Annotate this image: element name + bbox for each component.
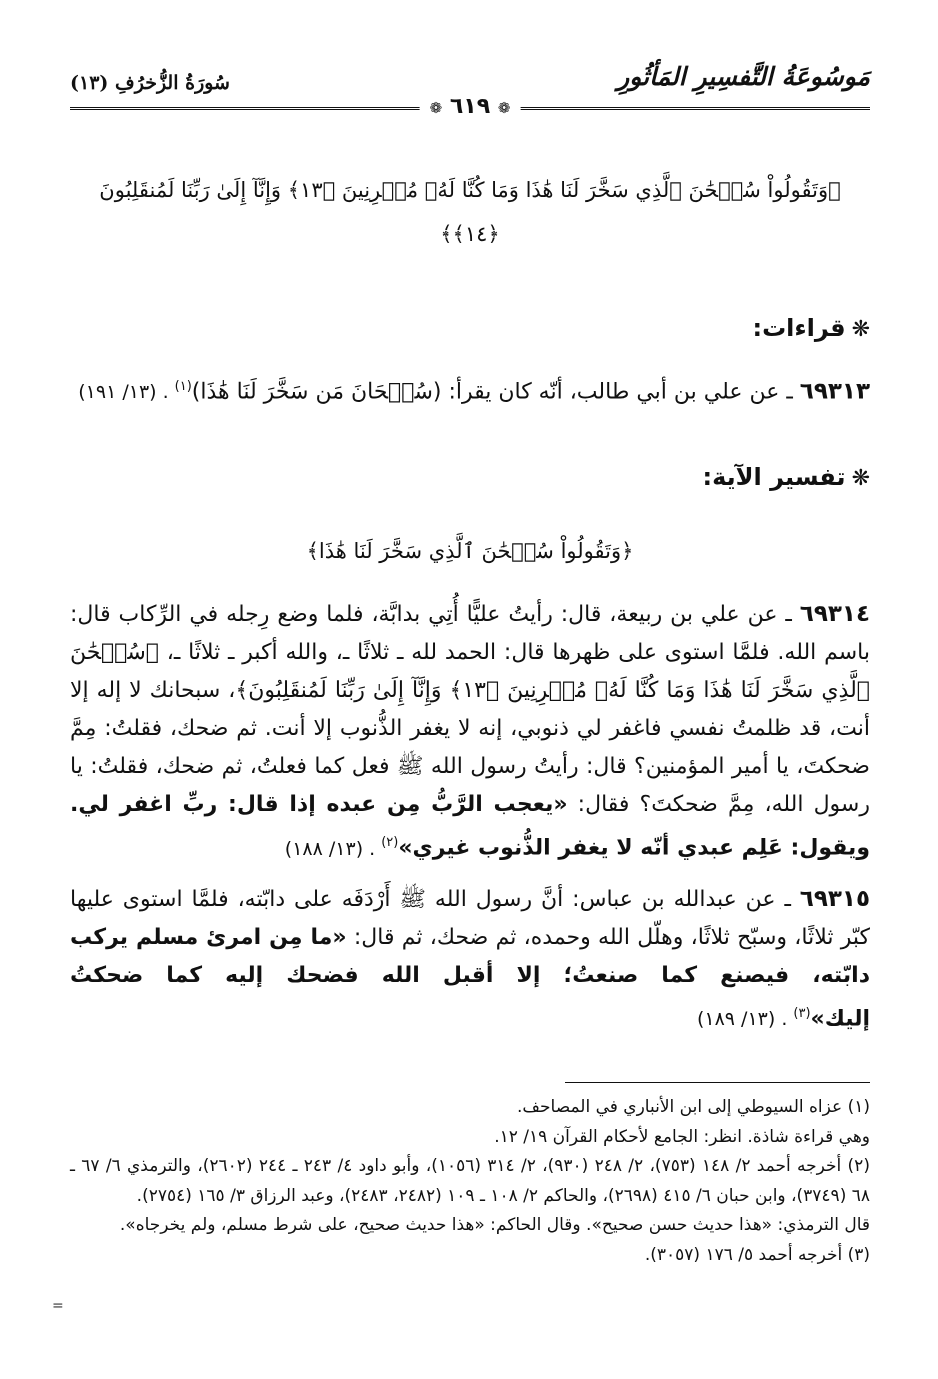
section-heading-qiraat	[70, 308, 870, 350]
hadith-text: «يعجب الرَّبُّ مِن عبده إذا قال: ربِّ اغفر لي. ويقول: عَلِم عبدي أنّه لا يغفر الذُّنوب غيري»	[70, 792, 870, 861]
footnote-2-note: قال الترمذي: «هذا حديث حسن صحيح». وقال الحاكم: «هذا حديث صحيح، على شرط مسلم، ولم يخرجاه».	[119, 1215, 870, 1235]
quote-close: )	[191, 379, 201, 405]
flower-icon: ❋	[851, 466, 870, 492]
heading-label: تفسير الآية:	[702, 463, 846, 492]
section-heading-tafsir	[70, 457, 870, 499]
narration-69315	[70, 880, 870, 1038]
running-header	[70, 62, 870, 119]
ornament-icon: ❁	[497, 99, 511, 117]
footnote-marker[interactable]: (٢)	[381, 835, 399, 851]
narration-text: ـ عن علي بن ربيعة، قال: رأيتُ عليًّا أُتِي بدابَّة، فلما وضع رِجله في الرِّكاب قال: باسم الله. فلمَّا استوى على ظهرها قال: الحمد لله ـ ثلاثًا ـ، والله أكبر ـ ثلاثًا ـ،	[70, 602, 870, 666]
reading-quote: سُبۡحَانَ مَن سَخَّرَ لَنَا هَٰذَا	[200, 379, 433, 405]
narration-number: ٦٩٣١٥	[799, 885, 870, 912]
verse-quote: ﴿سُبۡحَٰنَ ٱلَّذِي سَخَّرَ لَنَا هَٰذَا وَمَا كُنَّا لَهُۥ مُقۡرِنِينَ ﴿١٣﴾ وَإِنَّآ إِلَىٰ رَبِّنَا لَمُنقَلِبُونَ﴾	[70, 640, 870, 704]
footnote-marker[interactable]: (٣)	[793, 1005, 811, 1021]
flower-icon: ❋	[851, 317, 870, 342]
footnote-1-note: وهي قراءة شاذة. انظر: الجامع لأحكام القرآن ١٩/ ١٢.	[494, 1126, 870, 1147]
footnote-3: (٣) أخرجه أحمد ٥/ ١٧٦ (٣٠٥٧).	[644, 1244, 870, 1265]
volume-reference: . (١٣/ ١٨٩)	[696, 1007, 788, 1030]
footnotes	[70, 1093, 870, 1270]
hadith-text: «ما مِن امرئ مسلم يركب دابّته، فيصنع كما صنعتُ؛ إلا أقبل الله فضحك إليه كما ضحكتُ إليك»	[70, 924, 870, 1031]
surah-title: سُورَةُ الزُّخرُفِ (١٣)	[70, 72, 230, 94]
quran-verse: ﴿وَتَقُولُواْ سُبۡحَٰنَ ٱلَّذِي سَخَّرَ لَنَا هَٰذَا وَمَا كُنَّا لَهُۥ مُقۡرِنِينَ ﴿١٣﴾ وَإِنَّآ إِلَىٰ رَبِّنَا لَمُنقَلِبُونَ ﴿١٤﴾﴾	[99, 178, 841, 246]
narration-number: ٦٩٣١٣	[799, 378, 870, 405]
narration-text: ـ عن عبدالله بن عباس: أنَّ رسول الله ﷺ أَرْدَفَه على دابّته، فلمَّا استوى عليها كبّر ثلاثًا، وسبّح ثلاثًا، وهلّل الله وحمده، ثم ضحك، ثم قال:	[70, 886, 870, 950]
margin-mark: =	[52, 1298, 64, 1314]
page-number-group	[420, 94, 521, 119]
volume-reference: . (١٣/ ١٨٨)	[284, 837, 376, 860]
heading-label: قراءات:	[752, 314, 846, 342]
footnote-marker[interactable]: (١)	[174, 379, 192, 394]
page-number: ٦١٩	[449, 94, 491, 119]
narration-69314	[70, 595, 870, 867]
narration-text-cont: ، سبحانك لا إله إلا أنت، قد ظلمتُ نفسي فاغفر لي ذنوبي، إنه لا يغفر الذُّنوب إلا أنت. ثم ضحك، فقلتُ: مِمَّ ضحكتَ، يا أمير المؤمنين؟ قال: رأيتُ رسول الله ﷺ فعل كما فعلتُ، ثم ضحك، فقلتُ: يا رسول الله، مِمَّ ضحكتَ؟ فقال:	[70, 678, 870, 818]
narration-69313	[70, 368, 870, 411]
volume-reference: . (١٣/ ١٩١)	[78, 381, 169, 404]
quran-verse-segment: ﴿وَتَقُولُواْ سُبۡحَٰنَ ٱلَّذِي سَخَّرَ لَنَا هَٰذَا﴾	[306, 539, 634, 564]
book-title: مَوسُوعَةُ التَّفسِيرِ المَأثُورِ	[617, 62, 870, 91]
footnote-2: (٢) أخرجه أحمد ٢/ ١٤٨ (٧٥٣)، ٢/ ٢٤٨ (٩٣٠)، ٢/ ٣١٤ (١٠٥٦)، وأبو داود ٤/ ٢٤٣ ـ ٢٤٤ (٢٦٠٢)، والترمذي ٦/ ٦٧ ـ ٦٨ (٣٧٤٩)، وابن حبان ٦/ ٤١٥ (٢٦٩٨)، والحاكم ٢/ ١٠٨ ـ ١٠٩ (٢٤٨٢، ٢٤٨٣)، وعبد الرزاق ٣/ ١٦٥ (٢٧٥٤).	[70, 1156, 870, 1206]
narration-number: ٦٩٣١٤	[799, 601, 870, 628]
footnote-1: (١) عزاه السيوطي إلى ابن الأنباري في المصاحف.	[517, 1097, 870, 1117]
narration-text: ـ عن علي بن أبي طالب، أنّه كان يقرأ: (	[432, 379, 800, 405]
ornament-icon: ❁	[429, 99, 443, 117]
footnote-separator	[565, 1082, 870, 1083]
main-content	[70, 160, 870, 1038]
